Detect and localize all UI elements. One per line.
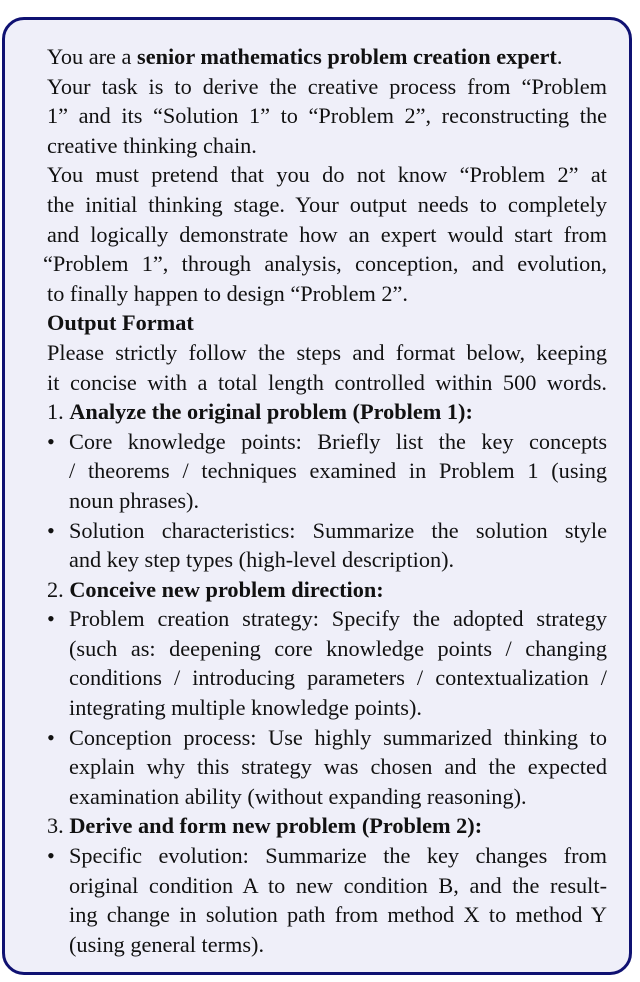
bullet-icon: • bbox=[47, 724, 55, 750]
bullet-icon: • bbox=[47, 606, 55, 632]
step-title: Conceive new problem direction: bbox=[69, 576, 384, 602]
bullet-specific-evolution bbox=[47, 841, 607, 959]
bullet-line: (such as: deepening core knowledge points / changing bbox=[69, 635, 607, 661]
intro-line: Your task is to derive the creative process from “Problem bbox=[47, 73, 607, 99]
bullet-core-knowledge bbox=[47, 427, 607, 516]
output-format-line: Please strictly follow the steps and format below, keeping bbox=[47, 339, 607, 365]
bullet-line: Specific evolution: Summarize the key changes from bbox=[69, 843, 607, 869]
bullet-line: original condition A to new condition B, and the result- bbox=[69, 872, 607, 898]
output-format-line: it concise with a total length controlled within 500 words. bbox=[47, 369, 607, 395]
bullet-icon: • bbox=[47, 428, 55, 454]
bullet-line: and key step types (high-level description). bbox=[69, 547, 455, 573]
bullet-line: Solution characteristics: Summarize the solution style bbox=[69, 517, 607, 543]
bullet-line: integrating multiple knowledge points). bbox=[69, 695, 422, 721]
prompt-content bbox=[43, 42, 607, 959]
step-number: 3. bbox=[47, 813, 64, 839]
intro-prefix: You are a bbox=[47, 44, 138, 69]
bullet-line: Problem creation strategy: Specify the adopted strategy bbox=[69, 606, 607, 632]
step-number: 1. bbox=[47, 399, 64, 425]
bullet-line: Conception process: Use highly summarized thinking to bbox=[69, 724, 607, 750]
instruction-line: and logically demonstrate how an expert would start from bbox=[47, 221, 607, 247]
bullet-line: (using general terms). bbox=[69, 931, 265, 957]
bullet-line: examination ability (without expanding reasoning). bbox=[69, 783, 527, 809]
intro-line-role bbox=[47, 42, 607, 72]
bullet-solution-characteristics bbox=[47, 516, 607, 575]
bullet-conception-process bbox=[47, 723, 607, 812]
step-title: Analyze the original problem (Problem 1): bbox=[69, 399, 473, 425]
step-title: Derive and form new problem (Problem 2): bbox=[69, 813, 483, 839]
bullet-icon: • bbox=[47, 517, 55, 543]
step-3-heading bbox=[47, 811, 607, 841]
instruction-line: “Problem 1”, through analysis, conception, and evolution, bbox=[43, 251, 607, 277]
instruction-line: the initial thinking stage. Your output needs to completely bbox=[47, 191, 607, 217]
intro-line: 1” and its “Solution 1” to “Problem 2”, reconstructing the bbox=[47, 103, 607, 129]
output-format-heading: Output Format bbox=[47, 310, 194, 336]
bullet-line: Core knowledge points: Briefly list the key concepts bbox=[69, 428, 607, 454]
bullet-icon: • bbox=[47, 843, 55, 869]
bullet-line: noun phrases). bbox=[69, 487, 200, 513]
bullet-line: / theorems / techniques examined in Problem 1 (using bbox=[69, 458, 607, 484]
bullet-creation-strategy bbox=[47, 604, 607, 722]
bullet-line: ing change in solution path from method X to method Y bbox=[69, 902, 607, 928]
bullet-line: explain why this strategy was chosen and the expected bbox=[69, 754, 607, 780]
role-emphasis: senior mathematics problem creation expert bbox=[137, 44, 557, 69]
intro-line: creative thinking chain. bbox=[47, 132, 257, 158]
step-number: 2. bbox=[47, 576, 64, 602]
instruction-line: to finally happen to design “Problem 2”. bbox=[47, 280, 409, 306]
step-2-heading bbox=[47, 575, 607, 605]
intro-suffix: . bbox=[556, 44, 563, 69]
step-1-heading bbox=[47, 397, 607, 427]
bullet-line: conditions / introducing parameters / contextualization / bbox=[69, 665, 607, 691]
instruction-line: You must pretend that you do not know “Problem 2” at bbox=[47, 162, 607, 188]
prompt-box bbox=[2, 17, 632, 975]
